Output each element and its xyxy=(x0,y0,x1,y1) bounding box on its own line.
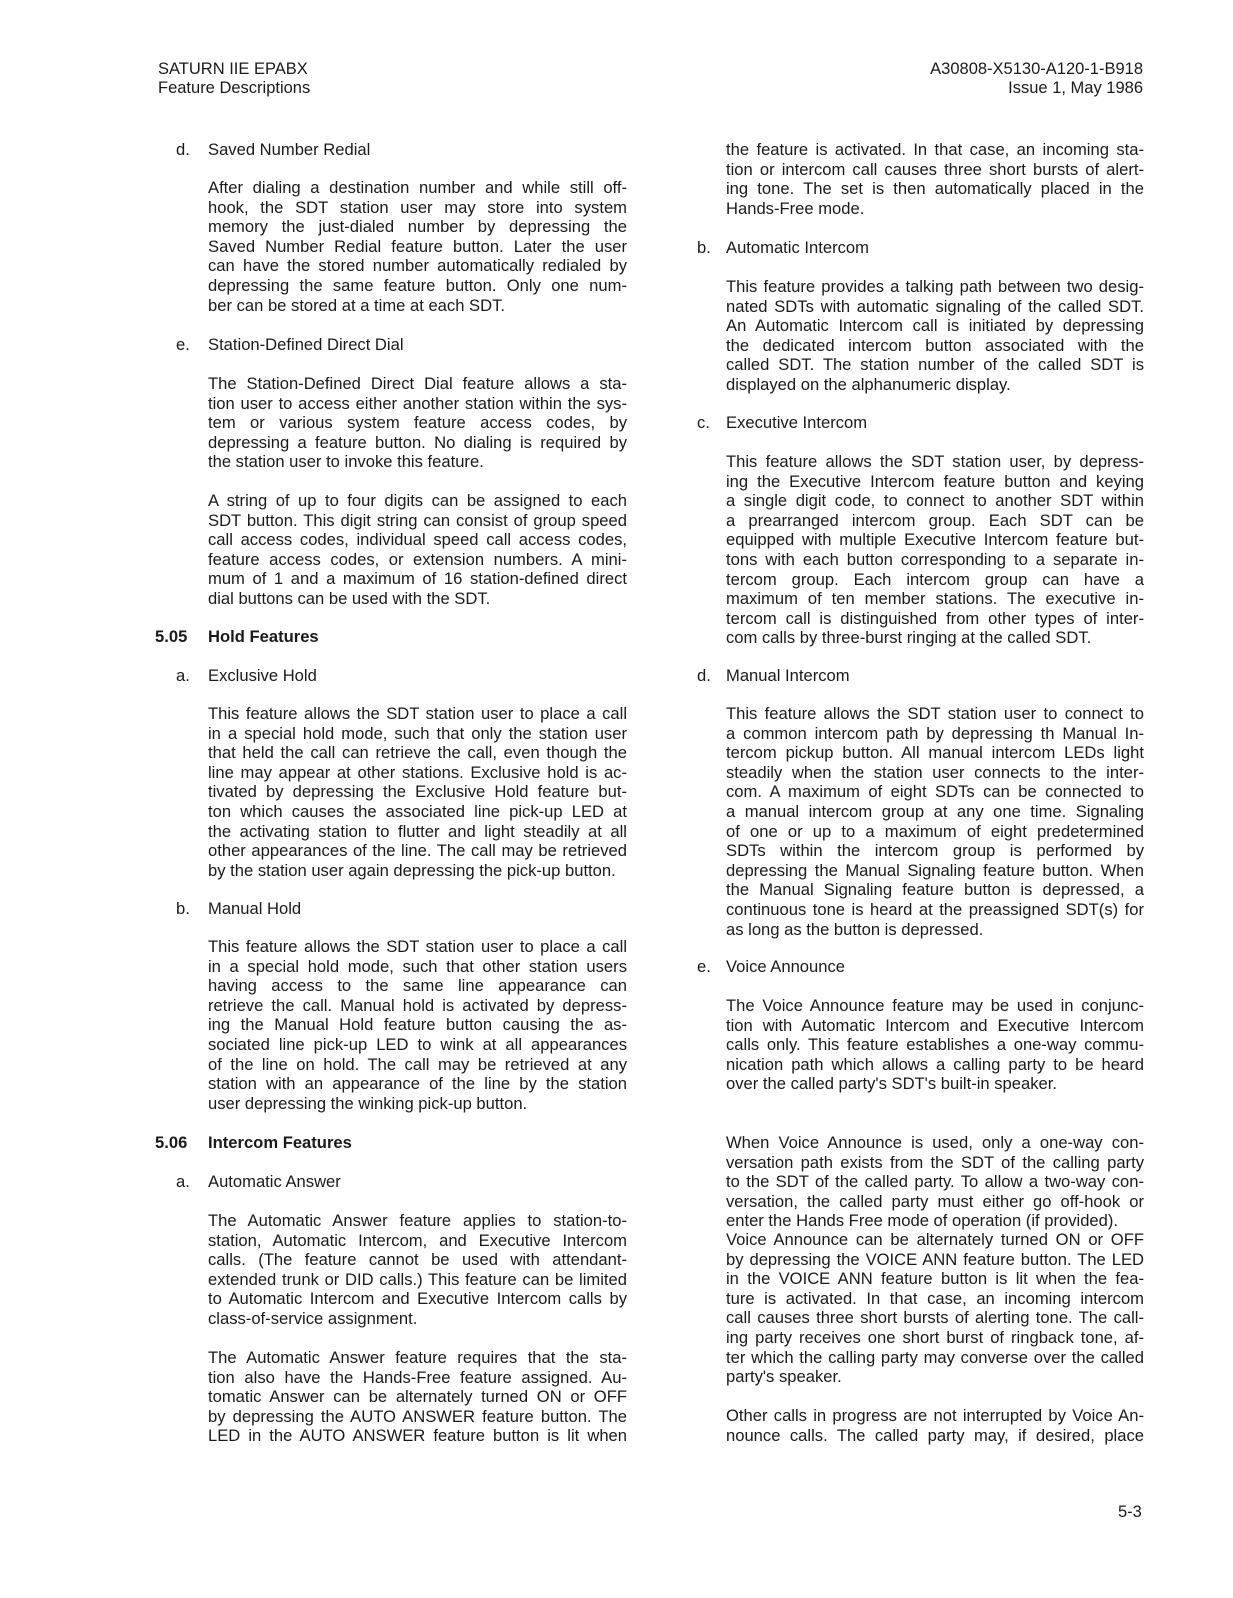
text-line: the activating station to flutter and light steadily at all xyxy=(208,821,627,841)
text-line: versation path exists from the SDT of the calling party xyxy=(726,1152,1144,1172)
text-line: in a special hold mode, such that other station users xyxy=(208,956,627,976)
text-line: call access codes, individual speed call access codes, xyxy=(208,530,627,550)
text-line: ing the Manual Hold feature button causing the as- xyxy=(208,1015,627,1035)
heading-label: e. xyxy=(176,335,190,354)
text-line: The Automatic Answer feature applies to station-to- xyxy=(208,1211,627,1230)
text-line: tons with each button corresponding to a separate in- xyxy=(726,549,1144,569)
text-line: When Voice Announce is used, only a one-way con- xyxy=(726,1133,1144,1152)
text-line: the Manual Signaling feature button is depressed, a xyxy=(726,880,1144,900)
paragraph xyxy=(726,704,1144,939)
text-line: line may appear at other stations. Exclusive hold is ac- xyxy=(208,762,627,782)
text-line: SDT button. This digit string can consist of group speed xyxy=(208,510,627,530)
text-line: tercom pickup button. All manual intercom LEDs light xyxy=(726,743,1144,763)
text-line: other appearances of the line. The call may be retrieved xyxy=(208,841,627,861)
paragraph xyxy=(726,996,1144,1094)
text-line: by depressing the AUTO ANSWER feature button. The xyxy=(208,1406,627,1426)
text-line: can have the stored number automatically redialed by xyxy=(208,256,627,276)
text-line: tion user to access either another station within the sys- xyxy=(208,393,627,413)
text-line: enter the Hands Free mode of operation (if provided). xyxy=(726,1211,1119,1231)
text-line: feature access codes, or extension numbers. A mini- xyxy=(208,549,627,569)
text-line: mum of 1 and a maximum of 16 station-defined direct xyxy=(208,569,627,589)
paragraph xyxy=(726,1406,1144,1445)
paragraph xyxy=(726,1133,1144,1231)
text-line: displayed on the alphanumeric display. xyxy=(726,374,1011,394)
text-line: by the station user again depressing the pick-up button. xyxy=(208,860,616,880)
text-line: of one or up to a maximum of eight predetermined xyxy=(726,821,1144,841)
text-line: party's speaker. xyxy=(726,1367,842,1387)
heading-title: Voice Announce xyxy=(726,957,846,976)
text-line: having access to the same line appearance can xyxy=(208,976,627,996)
text-line: the dedicated intercom button associated with the xyxy=(726,335,1144,355)
text-line: com. A maximum of eight SDTs can be connected to xyxy=(726,782,1144,802)
paragraph xyxy=(726,277,1144,395)
text-line: tion also have the Hands-Free feature assigned. Au- xyxy=(208,1367,627,1387)
text-line: tercom call is distinguished from other types of inter- xyxy=(726,608,1144,628)
text-line: sociated line pick-up LED to wink at all appearances xyxy=(208,1034,627,1054)
issue-date: Issue 1, May 1986 xyxy=(1008,79,1143,97)
paragraph xyxy=(208,1211,627,1329)
text-line: depressing the same feature button. Only one num- xyxy=(208,275,627,295)
text-line: dial buttons can be used with the SDT. xyxy=(208,588,491,608)
heading-title: Station-Defined Direct Dial xyxy=(208,335,404,354)
text-line: ter which the calling party may converse over the called xyxy=(726,1347,1144,1367)
heading-label: a. xyxy=(176,666,190,685)
text-line: a prearranged intercom group. Each SDT can be xyxy=(726,510,1144,530)
text-line: This feature allows the SDT station user to place a call xyxy=(208,937,627,956)
text-line: hook, the SDT station user may store into system xyxy=(208,197,627,217)
text-line: nated SDTs with automatic signaling of the called SDT. xyxy=(726,296,1144,316)
paragraph xyxy=(208,178,627,315)
text-line: ing the Executive Intercom feature button and keying xyxy=(726,471,1144,491)
text-line: After dialing a destination number and while still off- xyxy=(208,178,627,197)
text-line: that held the call can retrieve the call, even though the xyxy=(208,743,627,763)
paragraph xyxy=(208,1348,627,1446)
heading-title: Hold Features xyxy=(208,627,319,646)
text-line: nounce calls. The called party may, if desired, place xyxy=(726,1425,1144,1445)
text-line: nication path which allows a calling party to be heard xyxy=(726,1054,1144,1074)
text-line: to the SDT of the called party. To allow a two-way con- xyxy=(726,1172,1144,1192)
text-line: tivated by depressing the Exclusive Hold feature but- xyxy=(208,782,627,802)
text-line: The Station-Defined Direct Dial feature allows a sta- xyxy=(208,374,627,393)
text-line: station, Automatic Intercom, and Executive Intercom xyxy=(208,1230,627,1250)
text-line: tion with Automatic Intercom and Executive Intercom xyxy=(726,1015,1144,1035)
text-line: by depressing the VOICE ANN feature button. The LED xyxy=(726,1249,1144,1269)
text-line: to Automatic Intercom and Executive Intercom calls by xyxy=(208,1289,627,1309)
text-line: called SDT. The station number of the called SDT is xyxy=(726,355,1144,375)
text-line: This feature allows the SDT station user to connect to xyxy=(726,704,1144,723)
heading-label: d. xyxy=(697,666,711,685)
text-line: steadily when the station user connects to the inter- xyxy=(726,762,1144,782)
text-line: tion or intercom call causes three short bursts of alert- xyxy=(726,159,1144,179)
paragraph xyxy=(726,140,1144,218)
heading-label: b. xyxy=(697,238,711,257)
heading-label: b. xyxy=(176,899,190,918)
text-line: This feature allows the SDT station user, by depress- xyxy=(726,452,1144,471)
heading-title: Saved Number Redial xyxy=(208,140,371,159)
paragraph xyxy=(208,491,627,609)
text-line: the feature is activated. In that case, an incoming sta- xyxy=(726,140,1144,159)
heading-label: c. xyxy=(697,413,710,432)
text-line: retrieve the call. Manual hold is activated by depress- xyxy=(208,995,627,1015)
text-line: equipped with multiple Executive Intercom feature but- xyxy=(726,530,1144,550)
text-line: This feature provides a talking path between two desig- xyxy=(726,277,1144,296)
text-line: in a special hold mode, such that only the station user xyxy=(208,723,627,743)
heading-label: e. xyxy=(697,957,711,976)
heading-label: a. xyxy=(176,1172,190,1191)
text-line: a common intercom path by depressing th Manual In- xyxy=(726,723,1144,743)
text-line: Hands-Free mode. xyxy=(726,198,865,218)
text-line: SDTs within the intercom group is performed by xyxy=(726,841,1144,861)
text-line: calls. (The feature cannot be used with attendant- xyxy=(208,1250,627,1270)
text-line: station with an appearance of the line by the station xyxy=(208,1074,627,1094)
text-line: ton which causes the associated line pick-up LED at xyxy=(208,801,627,821)
heading-title: Intercom Features xyxy=(208,1133,352,1152)
text-line: ture is activated. In that case, an incoming intercom xyxy=(726,1288,1144,1308)
text-line: extended trunk or DID calls.) This feature can be limited xyxy=(208,1269,627,1289)
paragraph xyxy=(726,452,1144,648)
heading-label: 5.05 xyxy=(155,627,188,646)
text-line: call causes three short bursts of alerting tone. The call- xyxy=(726,1308,1144,1328)
text-line: depressing a feature button. No dialing is required by xyxy=(208,432,627,452)
text-line: a manual intercom group at any one time. Signaling xyxy=(726,801,1144,821)
text-line: over the called party's SDT's built-in speaker. xyxy=(726,1074,1057,1094)
text-line: Voice Announce can be alternately turned ON or OFF xyxy=(726,1230,1144,1249)
text-line: Saved Number Redial feature button. Later the user xyxy=(208,236,627,256)
text-line: in the VOICE ANN feature button is lit when the fea- xyxy=(726,1269,1144,1289)
text-line: An Automatic Intercom call is initiated by depressing xyxy=(726,316,1144,336)
heading-title: Manual Intercom xyxy=(726,666,850,685)
heading-title: Manual Hold xyxy=(208,899,302,918)
heading-title: Exclusive Hold xyxy=(208,666,317,685)
text-line: tem or various system feature access codes, by xyxy=(208,413,627,433)
text-line: calls only. This feature establishes a one-way commu- xyxy=(726,1035,1144,1055)
document-number: A30808-X5130-A120-1-B918 xyxy=(930,60,1143,78)
heading-label: 5.06 xyxy=(155,1133,188,1152)
heading-title: Executive Intercom xyxy=(726,413,868,432)
paragraph xyxy=(208,704,627,880)
heading-title: Automatic Intercom xyxy=(726,238,869,257)
text-line: continuous tone is heard at the preassigned SDT(s) for xyxy=(726,899,1144,919)
text-line: as long as the button is depressed. xyxy=(726,919,984,939)
text-line: the station user to invoke this feature. xyxy=(208,452,484,472)
paragraph xyxy=(208,374,627,472)
text-line: The Voice Announce feature may be used in conjunc- xyxy=(726,996,1144,1015)
text-line: depressing the Manual Signaling feature button. When xyxy=(726,860,1144,880)
page-number: 5-3 xyxy=(1118,1503,1142,1521)
text-line: A string of up to four digits can be assigned to each xyxy=(208,491,627,510)
text-line: ing tone. The set is then automatically placed in the xyxy=(726,179,1144,199)
header-right xyxy=(930,60,1143,98)
text-line: user depressing the winking pick-up button. xyxy=(208,1093,528,1113)
text-line: tomatic Answer can be alternately turned ON or OFF xyxy=(208,1387,627,1407)
text-line: This feature allows the SDT station user to place a call xyxy=(208,704,627,723)
text-line: ing party receives one short burst of ringback tone, af- xyxy=(726,1327,1144,1347)
header-left xyxy=(158,60,310,98)
heading-title: Automatic Answer xyxy=(208,1172,341,1191)
paragraph xyxy=(726,1230,1144,1387)
text-line: ber can be stored at a time at each SDT. xyxy=(208,295,506,315)
heading-label: d. xyxy=(176,140,190,159)
text-line: Other calls in progress are not interrupted by Voice An- xyxy=(726,1406,1144,1425)
text-line: The Automatic Answer feature requires that the sta- xyxy=(208,1348,627,1367)
text-line: memory the just-dialed number by depressing the xyxy=(208,217,627,237)
text-line: LED in the AUTO ANSWER feature button is lit when xyxy=(208,1426,627,1446)
text-line: tercom group. Each intercom group can have a xyxy=(726,569,1144,589)
text-line: of the line on hold. The call may be retrieved at any xyxy=(208,1054,627,1074)
paragraph xyxy=(208,937,627,1113)
text-line: class-of-service assignment. xyxy=(208,1308,418,1328)
text-line: maximum of ten member stations. The executive in- xyxy=(726,589,1144,609)
document-subtitle: Feature Descriptions xyxy=(158,79,311,97)
text-line: versation, the called party must either go off-hook or xyxy=(726,1191,1144,1211)
text-line: a single digit code, to connect to another SDT within xyxy=(726,491,1144,511)
text-line: com calls by three-burst ringing at the called SDT. xyxy=(726,628,1092,648)
document-title: SATURN IIE EPABX xyxy=(158,60,308,78)
